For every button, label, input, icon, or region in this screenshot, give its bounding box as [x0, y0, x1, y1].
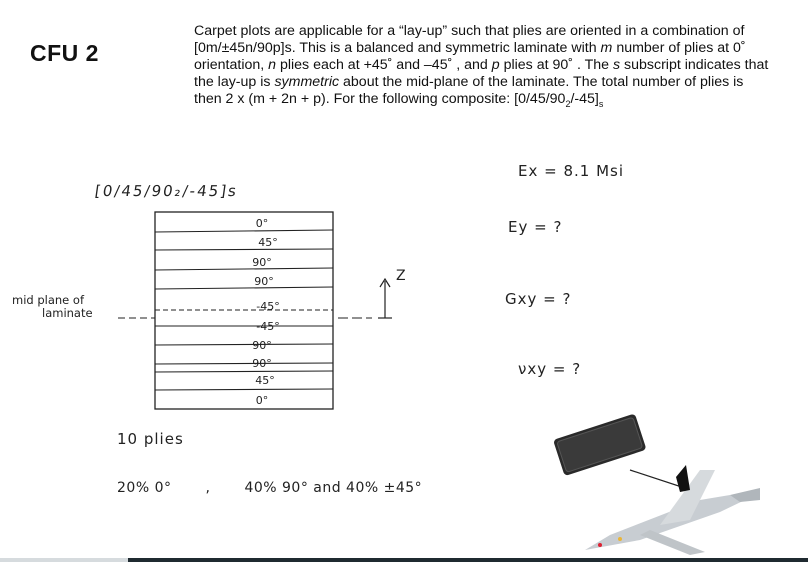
gxy-value: Gxy = ?: [505, 290, 572, 308]
description-paragraph: Carpet plots are applicable for a “lay-up” such that plies are oriented in a combination of [0m/±45n/90p]s. This is a balanced and symmetric laminate with m number of plies at 0˚ orientation, n plies each at +45˚ and –45˚ , and p plies at 90˚ . The s subscript indicates that the lay-up is symmetric about the mid-plane of the laminate. The total number of plies is then 2 x (m + 2n + p). For the following composite: $[0/45/90_2/-45]_s$: [194, 23, 769, 109]
ply-label: 90°: [254, 275, 274, 288]
mid-plane-label: mid plane of laminate: [12, 293, 93, 320]
z-axis-label: Z: [396, 268, 406, 284]
z-axis-arrow: [378, 279, 392, 318]
ply-label: -45°: [256, 300, 280, 313]
ex-value: Ex = 8.1 Msi: [518, 162, 625, 180]
composite-sample-image: [553, 413, 647, 476]
ply-label: 45°: [258, 236, 278, 249]
ply-count: 10 plies: [117, 430, 184, 448]
ply-label: 0°: [255, 217, 269, 230]
layup-notation: [0/45/90₂/-45]s: [93, 182, 240, 200]
page-heading: CFU 2: [30, 40, 99, 66]
ey-value: Ey = ?: [508, 218, 563, 236]
ply-label: 0°: [255, 394, 269, 407]
ply-distribution: 20% 0° , 40% 90° and 40% ±45°: [117, 480, 423, 496]
ply-label: 90°: [252, 256, 272, 269]
jet-aircraft-image: [585, 465, 760, 555]
poisson-ratio-value: νxy = ?: [518, 360, 582, 378]
ply-label: 90°: [252, 339, 272, 352]
bottom-bar: [0, 558, 808, 562]
ply-label: 45°: [255, 374, 275, 387]
ply-label: -45°: [256, 320, 280, 333]
ply-label: 90°: [252, 357, 272, 370]
